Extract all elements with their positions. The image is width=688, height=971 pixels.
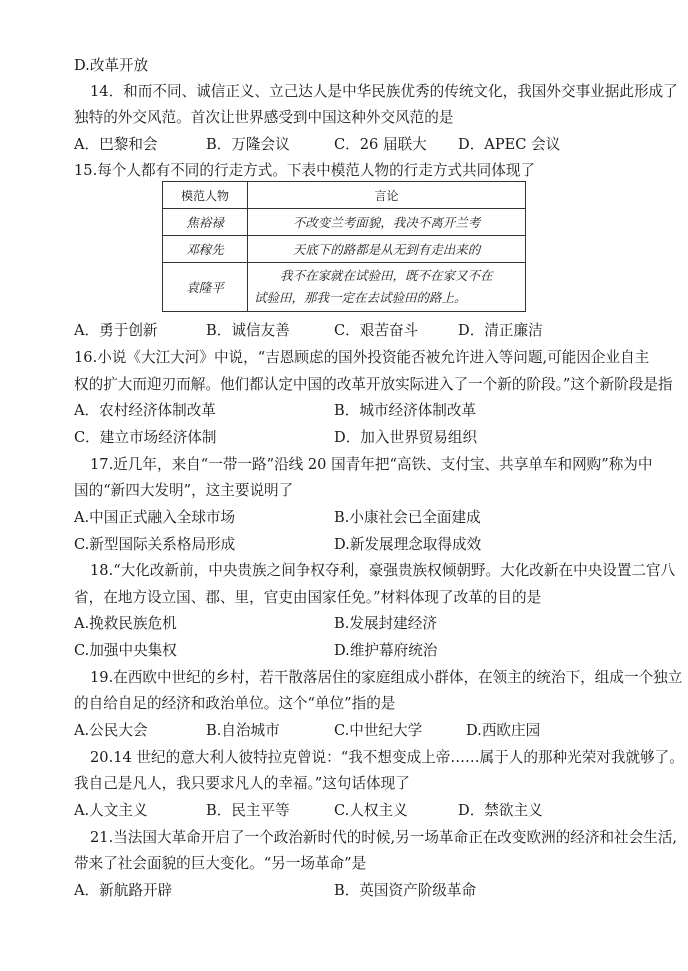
q15-option-c: C．艰苦奋斗: [334, 322, 419, 339]
figure-quote: 天底下的路都是从无到有走出来的: [248, 236, 526, 263]
q20-option-a: A.人文主义: [74, 802, 148, 819]
q17-option-b: B.小康社会已全面建成: [334, 509, 481, 526]
q15-option-d: D．清正廉洁: [458, 322, 543, 339]
q20-option-c: C.人权主义: [334, 802, 408, 819]
q17-stem-2: 国的“新四大发明”，这主要说明了: [74, 482, 294, 499]
q14-option-b: B．万隆会议: [206, 136, 290, 153]
q18-option-d: D.维护幕府统治: [334, 642, 438, 659]
q14-stem-1: 14．和而不同、诚信正义、立己达人是中华民族优秀的传统文化，我国外交事业据此形成了: [90, 83, 678, 100]
q17-option-d: D.新发展理念取得成效: [334, 536, 482, 553]
table-row: [163, 236, 526, 263]
q14-option-d: D．APEC 会议: [458, 136, 561, 153]
table-header-row: [163, 182, 526, 209]
option-d-prev: D.改革开放: [74, 57, 149, 74]
q19-stem-1: 19.在西欧中世纪的乡村，若干散落居住的家庭组成小群体，在领主的统治下，组成一个独立: [90, 669, 683, 686]
q17-stem-1: 17.近几年，来自“一带一路”沿线 20 国青年把“高铁、支付宝、共享单车和网购”称为中: [90, 456, 653, 473]
q18-option-a: A.挽救民族危机: [74, 615, 177, 632]
q21-stem-2: 带来了社会面貌的巨大变化。“另一场革命”是: [74, 855, 367, 872]
figure-name: 焦裕禄: [163, 209, 248, 236]
q19-option-a: A.公民大会: [74, 722, 148, 739]
q16-option-c: C．建立市场经济体制: [74, 429, 217, 446]
table-row: [163, 263, 526, 312]
q16-option-a: A．农村经济体制改革: [74, 402, 216, 419]
q16-stem-2: 权的扩大而迎刃而解。他们都认定中国的改革开放实际进入了一个新的阶段。”这个新阶段是指: [74, 376, 673, 393]
table-header-figure: 模范人物: [163, 182, 248, 209]
figure-quote: 不改变兰考面貌，我决不离开兰考: [248, 209, 526, 236]
figure-name: 袁隆平: [163, 263, 248, 312]
figure-name: 邓稼先: [163, 236, 248, 263]
q18-stem-1: 18.“大化改新前，中央贵族之间争权夺利，豪强贵族权倾朝野。大化改新在中央设置二官八: [90, 562, 676, 579]
figure-quote: [248, 263, 526, 312]
model-figures-table: [162, 181, 526, 312]
q17-option-a: A.中国正式融入全球市场: [74, 509, 236, 526]
q15-option-a: A．勇于创新: [74, 322, 158, 339]
table-header-quote: 言论: [248, 182, 526, 209]
q17-option-c: C.新型国际关系格局形成: [74, 536, 236, 553]
q21-option-a: A．新航路开辟: [74, 882, 173, 899]
q18-option-b: B.发展封建经济: [334, 615, 437, 632]
table-row: [163, 209, 526, 236]
q15-stem: 15.每个人都有不同的行走方式。下表中模范人物的行走方式共同体现了: [74, 162, 536, 179]
q19-stem-2: 的自给自足的经济和政治单位。这个“单位”指的是: [74, 695, 396, 712]
q20-stem-2: 我自己是凡人，我只要求凡人的幸福。”这句话体现了: [74, 775, 410, 792]
figure-quote-line-2: 试验田，那我一定在去试验田的路上。: [254, 290, 467, 305]
q16-option-b: B．城市经济体制改革: [334, 402, 477, 419]
q14-option-c: C．26 届联大: [334, 136, 427, 153]
q16-stem-1: 16.小说《大江大河》中说，“吉恩顾虑的国外投资能否被允许进入等问题,可能因企业自主: [74, 349, 650, 366]
q14-option-a: A．巴黎和会: [74, 136, 158, 153]
q18-option-c: C.加强中央集权: [74, 642, 177, 659]
q20-option-b: B．民主平等: [206, 802, 290, 819]
q16-option-d: D．加入世界贸易组织: [334, 429, 478, 446]
q21-option-b: B．英国资产阶级革命: [334, 882, 477, 899]
q14-stem-2: 独特的外交风范。首次让世界感受到中国这种外交风范的是: [74, 109, 454, 126]
q20-option-d: D．禁欲主义: [458, 802, 543, 819]
figure-quote-line-1: 我不在家就在试验田，既不在家又不在: [280, 268, 493, 283]
q19-option-c: C.中世纪大学: [334, 722, 423, 739]
q19-option-b: B.自治城市: [206, 722, 280, 739]
q15-option-b: B．诚信友善: [206, 322, 290, 339]
q18-stem-2: 省，在地方设立国、郡、里，官吏由国家任免。”材料体现了改革的目的是: [74, 589, 542, 606]
q20-stem-1: 20.14 世纪的意大利人彼特拉克曾说：“我不想变成上帝……属于人的那种光荣对我就够了。: [90, 749, 684, 766]
q19-option-d: D.西欧庄园: [466, 722, 541, 739]
q21-stem-1: 21.当法国大革命开启了一个政治新时代的时候,另一场革命正在改变欧洲的经济和社会生活,: [90, 829, 678, 846]
